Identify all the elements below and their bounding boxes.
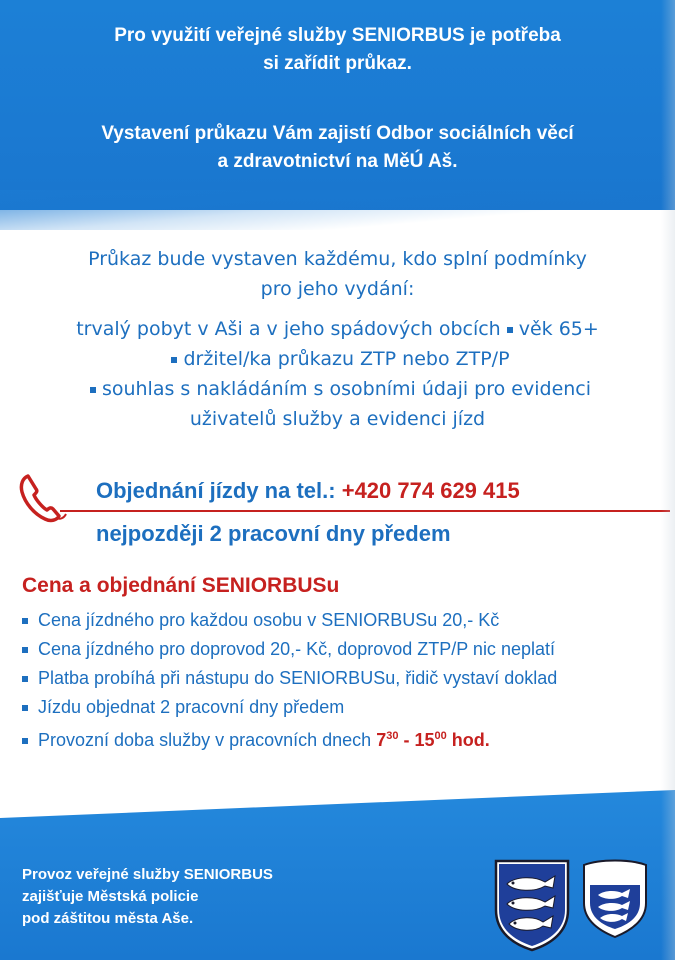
bullet-icon bbox=[22, 647, 28, 653]
operating-hours bbox=[376, 730, 490, 750]
conditions-line-1 bbox=[20, 314, 655, 344]
header-line-1: Pro využití veřejné služby SENIORBUS je potřeba bbox=[114, 25, 561, 46]
top-banner-fade bbox=[0, 190, 675, 230]
conditions-line-2 bbox=[20, 344, 655, 374]
pricing-item-text: Cena jízdného pro každou osobu v SENIORBUSu 20,- Kč bbox=[38, 610, 500, 630]
order-label: Objednání jízdy na tel.: bbox=[96, 478, 336, 503]
footer-line-1: Provoz veřejné služby SENIORBUS bbox=[22, 866, 273, 883]
bullet-icon bbox=[22, 738, 28, 744]
page-edge bbox=[661, 0, 675, 960]
phone-divider bbox=[60, 510, 670, 512]
conditions-intro bbox=[20, 244, 655, 304]
condition-residence: trvalý pobyt v Aši a v jeho spádových obcích bbox=[76, 318, 501, 340]
header-line-4: a zdravotnictví na MěÚ Aš. bbox=[217, 151, 458, 172]
hours-sep: - bbox=[398, 730, 415, 750]
pricing-item bbox=[22, 664, 662, 693]
header-notice bbox=[20, 22, 655, 78]
bullet-icon bbox=[507, 327, 513, 333]
hours-to-min: 00 bbox=[434, 730, 447, 742]
order-phone-line bbox=[96, 478, 520, 504]
pricing-item-text: Platba probíhá při nástupu do SENIORBUSu, řidič vystaví doklad bbox=[38, 668, 558, 688]
phone-icon bbox=[14, 470, 70, 526]
phone-number[interactable]: +420 774 629 415 bbox=[341, 478, 520, 503]
header-line-2: si zařídit průkaz. bbox=[263, 53, 412, 74]
bullet-icon bbox=[22, 676, 28, 682]
pricing-item-hours bbox=[22, 722, 662, 751]
pricing-heading: Cena a objednání SENIORBUSu bbox=[22, 574, 340, 597]
footer-line-3: pod záštitou města Aše. bbox=[22, 910, 194, 927]
conditions-line-3 bbox=[20, 374, 655, 404]
hours-unit: hod. bbox=[446, 730, 490, 750]
conditions-line-4 bbox=[20, 404, 655, 434]
hours-to: 15 bbox=[414, 730, 435, 750]
pricing-list bbox=[22, 606, 662, 751]
bullet-icon bbox=[171, 357, 177, 363]
condition-consent: souhlas s nakládáním s osobními údaji pro evidenci bbox=[101, 378, 592, 400]
condition-ztp: držitel/ka průkazu ZTP nebo ZTP/P bbox=[183, 348, 510, 370]
police-badge-icon bbox=[580, 855, 650, 939]
hours-from-min: 30 bbox=[386, 730, 399, 742]
condition-age: věk 65+ bbox=[518, 318, 599, 340]
header-line-3: Vystavení průkazu Vám zajistí Odbor sociálních věcí bbox=[101, 123, 574, 144]
conditions-intro-line-1: Průkaz bude vystaven každému, kdo splní podmínky bbox=[88, 248, 587, 270]
footer-line-2: zajišťuje Městská policie bbox=[22, 888, 199, 905]
order-note: nejpozději 2 pracovní dny předem bbox=[96, 521, 451, 546]
pricing-item-text: Jízdu objednat 2 pracovní dny předem bbox=[38, 697, 345, 717]
conditions-list bbox=[20, 314, 655, 434]
condition-consent-cont: uživatelů služby a evidenci jízd bbox=[189, 408, 486, 430]
bullet-icon bbox=[22, 618, 28, 624]
hours-label: Provozní doba služby v pracovních dnech bbox=[38, 730, 372, 750]
pricing-item bbox=[22, 635, 662, 664]
pricing-item bbox=[22, 606, 662, 635]
bullet-icon bbox=[22, 705, 28, 711]
pricing-item-text: Cena jízdného pro doprovod 20,- Kč, doprovod ZTP/P nic neplatí bbox=[38, 639, 555, 659]
bullet-icon bbox=[90, 387, 96, 393]
town-crest-icon bbox=[493, 858, 571, 952]
city-police-badge bbox=[580, 855, 650, 939]
pricing-item bbox=[22, 693, 662, 722]
conditions-intro-line-2: pro jeho vydání: bbox=[260, 278, 415, 300]
header-office bbox=[20, 120, 655, 176]
hours-from: 7 bbox=[376, 730, 387, 750]
footer-text bbox=[22, 864, 273, 930]
